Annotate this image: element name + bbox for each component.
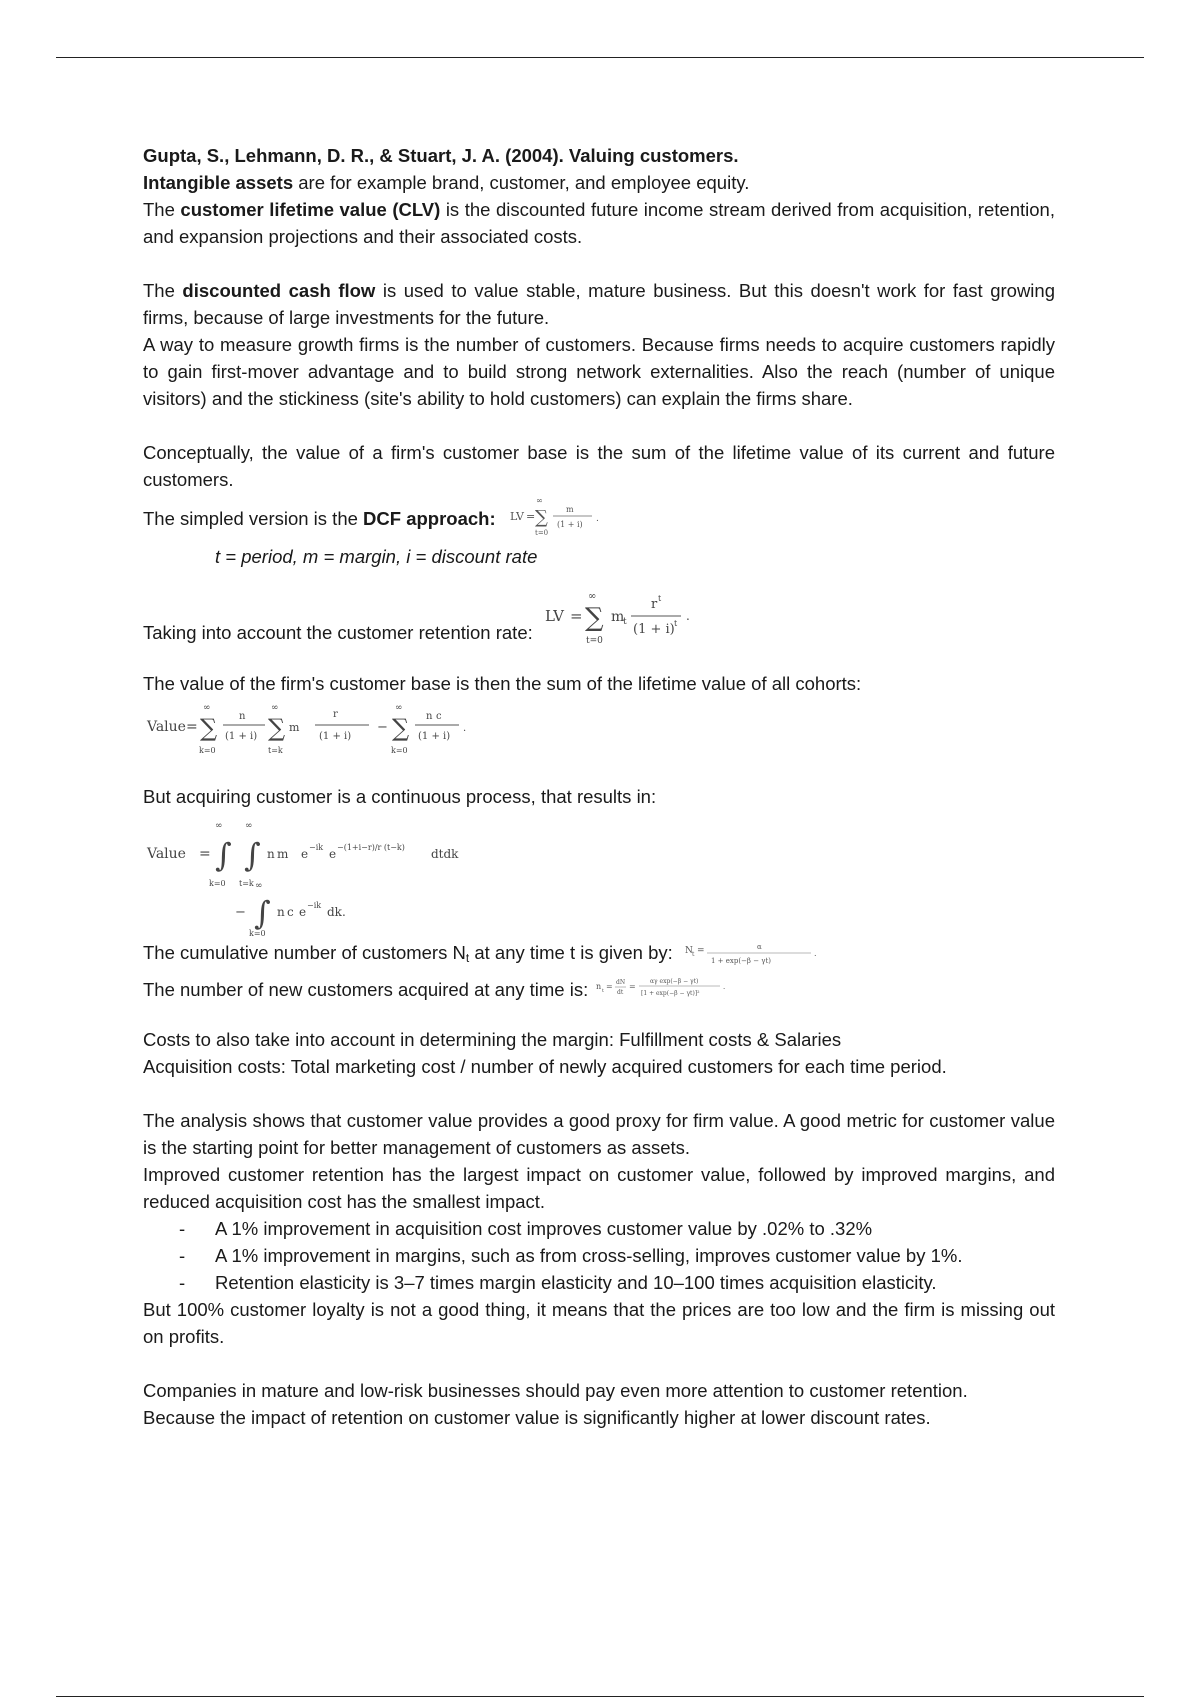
- svg-text:k=0: k=0: [391, 746, 408, 755]
- loyalty-paragraph: But 100% customer loyalty is not a good thing, it means that the prices are too low and the firm is missing out on profits.: [143, 1299, 1055, 1347]
- list-item: - A 1% improvement in acquisition cost improves customer value by .02% to .32%: [215, 1215, 1055, 1242]
- svg-text:−ik: −ik: [309, 843, 324, 852]
- header-rule: [56, 57, 1144, 58]
- reference-heading: Gupta, S., Lehmann, D. R., & Stuart, J. A. (2004). Valuing customers.: [143, 145, 739, 166]
- svg-text:∑: ∑: [200, 714, 218, 742]
- svg-text:t=0: t=0: [534, 529, 548, 537]
- clv-definition: The customer lifetime value (CLV) is the discounted future income stream derived from acquisition, retention, and expansion projections and their associated costs.: [143, 199, 1055, 247]
- svg-text:.: .: [723, 983, 726, 991]
- svg-text:c: c: [287, 905, 294, 919]
- svg-text:m: m: [565, 505, 574, 514]
- svg-text:(1 + i): (1 + i): [418, 731, 451, 742]
- svg-text:∞: ∞: [535, 496, 543, 505]
- svg-text:(1 + i): (1 + i): [225, 731, 258, 742]
- svg-text:t: t: [673, 619, 677, 628]
- svg-text:1 + exp(−β − γt): 1 + exp(−β − γt): [710, 957, 771, 965]
- svg-text:∫: ∫: [244, 836, 261, 874]
- svg-text:r: r: [333, 709, 338, 720]
- continuous-paragraph: But acquiring customer is a continuous process, that results in:: [143, 786, 657, 807]
- svg-text:∑: ∑: [268, 714, 286, 742]
- svg-text:∞: ∞: [271, 703, 279, 713]
- svg-text:∞: ∞: [255, 881, 263, 891]
- retention-formula: [541, 588, 701, 650]
- closing-line-2: Because the impact of retention on customer value is significantly higher at lower discount rates.: [143, 1407, 931, 1428]
- continuous-value-formula: [143, 816, 483, 938]
- svg-text:t=k: t=k: [239, 879, 254, 888]
- svg-text:=: =: [629, 982, 636, 991]
- svg-text:n: n: [426, 711, 433, 722]
- proxy-paragraph: The analysis shows that customer value provides a good proxy for firm value. A good metric for customer value is the starting point for better management of customers as assets.: [143, 1110, 1055, 1158]
- svg-text:Value: Value: [147, 719, 186, 735]
- svg-text:N: N: [684, 946, 693, 956]
- svg-text:e: e: [301, 847, 309, 861]
- svg-text:=: =: [606, 982, 613, 991]
- svg-text:n: n: [277, 905, 285, 919]
- svg-text:−(1+i−r)/r (t−k): −(1+i−r)/r (t−k): [337, 843, 405, 852]
- svg-text:∫: ∫: [215, 836, 232, 874]
- svg-text:e: e: [299, 905, 307, 919]
- svg-text:∞: ∞: [587, 591, 597, 602]
- svg-text:(1 + i): (1 + i): [319, 731, 352, 742]
- svg-text:αγ exp(−β − γt): αγ exp(−β − γt): [650, 978, 699, 985]
- svg-text:=: =: [186, 719, 198, 735]
- svg-text:t: t: [622, 617, 627, 627]
- svg-text:k=0: k=0: [249, 929, 266, 938]
- cohorts-paragraph: The value of the firm's customer base is then the sum of the lifetime value of all cohorts:: [143, 673, 862, 694]
- cumulative-customers-line: The cumulative number of customers $N_t$ at any time t is given by: N t = α 1 + exp(−β − γt) .: [143, 938, 1055, 972]
- retention-impact-paragraph: Improved customer retention has the largest impact on customer value, followed by improved margins, and reduced acquisition cost has the smallest impact.: [143, 1164, 1055, 1212]
- svg-text:n: n: [267, 847, 275, 861]
- svg-text:LV: LV: [544, 607, 564, 625]
- svg-text:(1 + i): (1 + i): [556, 520, 583, 529]
- svg-text:k=0: k=0: [199, 746, 216, 755]
- svg-text:t=k: t=k: [268, 746, 283, 755]
- list-item: - A 1% improvement in margins, such as from cross-selling, improves customer value by 1%.: [215, 1242, 1055, 1269]
- svg-text:e: e: [329, 847, 337, 861]
- logistic-formula: [683, 940, 823, 970]
- dcf-paragraph: The discounted cash flow is used to value stable, mature business. But this doesn't work for fast growing firms, because of large investments for the future.: [143, 280, 1055, 328]
- svg-text:−: −: [235, 905, 246, 920]
- svg-text:∫: ∫: [254, 894, 271, 932]
- dcf-formula: [506, 495, 616, 541]
- svg-text:=: =: [569, 607, 583, 625]
- svg-text:r: r: [650, 597, 657, 612]
- svg-text:−ik: −ik: [307, 901, 322, 910]
- svg-text:=: =: [525, 510, 535, 523]
- svg-text:.: .: [813, 949, 817, 958]
- svg-text:.: .: [685, 609, 690, 623]
- svg-text:t: t: [602, 988, 605, 994]
- svg-text:k=0: k=0: [209, 879, 226, 888]
- svg-text:=: =: [696, 946, 705, 956]
- svg-text:c: c: [436, 711, 442, 722]
- svg-text:∞: ∞: [215, 821, 223, 831]
- svg-text:t: t: [691, 951, 695, 958]
- svg-text:m: m: [289, 721, 300, 734]
- svg-text:dN: dN: [616, 979, 626, 986]
- svg-text:dt: dt: [617, 989, 624, 996]
- svg-text:∞: ∞: [245, 821, 253, 831]
- cohort-value-formula: [143, 701, 503, 761]
- svg-text:∑: ∑: [392, 714, 410, 742]
- dcf-approach-line: The simpled version is the DCF approach: LV = ∞ ∑ t=0 m (1 + i) .: [143, 493, 1055, 543]
- intangible-assets-line: Intangible assets are for example brand, customer, and employee equity.: [143, 172, 750, 193]
- svg-text:dtdk: dtdk: [431, 847, 459, 861]
- svg-text:=: =: [199, 846, 211, 862]
- svg-text:.: .: [595, 514, 599, 524]
- svg-text:n: n: [239, 711, 246, 722]
- svg-text:∞: ∞: [203, 703, 211, 713]
- new-customers-formula: [594, 974, 734, 1004]
- svg-text:∑: ∑: [534, 507, 548, 528]
- svg-text:t=0: t=0: [585, 636, 603, 646]
- svg-text:m: m: [610, 609, 625, 625]
- svg-text:−: −: [377, 720, 388, 735]
- new-customers-line: The number of new customers acquired at any time is: n t = dN dt = αγ exp(−β − γt) [1 + exp(−β − γt)]² .: [143, 972, 1055, 1006]
- svg-text:∑: ∑: [584, 603, 604, 633]
- document-body: [143, 142, 1055, 1431]
- elasticity-list: [143, 1215, 1055, 1296]
- svg-text:Value: Value: [147, 846, 186, 862]
- svg-text:m: m: [277, 847, 289, 861]
- retention-line: Taking into account the customer retention rate: LV = ∞ ∑ t=0 m t r t (1 + i) t .: [143, 590, 1055, 650]
- dcf-variable-note: t = period, m = margin, i = discount rate: [215, 546, 538, 567]
- svg-text:n: n: [596, 982, 602, 991]
- acquisition-costs-line: Acquisition costs: Total marketing cost / number of newly acquired customers for each time period.: [143, 1056, 947, 1077]
- svg-text:[1 + exp(−β − γt)]²: [1 + exp(−β − γt)]²: [641, 990, 700, 997]
- list-item: - Retention elasticity is 3–7 times margin elasticity and 10–100 times acquisition elasticity.: [215, 1269, 1055, 1296]
- svg-text:LV: LV: [509, 510, 524, 523]
- svg-text:t: t: [657, 594, 661, 603]
- concept-paragraph: Conceptually, the value of a firm's customer base is the sum of the lifetime value of its current and future customers.: [143, 442, 1055, 490]
- svg-text:.: .: [463, 723, 467, 734]
- margin-costs-line: Costs to also take into account in determining the margin: Fulfillment costs & Salaries: [143, 1029, 842, 1050]
- growth-paragraph: A way to measure growth firms is the number of customers. Because firms needs to acquire customers rapidly to gain first-mover advantage and to build strong network externalities. Also the reach (number of unique visitors) and the stickiness (site's ability to hold customers) can explain the firms share.: [143, 334, 1055, 409]
- footer-rule: [56, 1696, 1144, 1697]
- svg-text:α: α: [756, 943, 762, 951]
- svg-text:(1 + i): (1 + i): [632, 622, 675, 637]
- svg-text:dk.: dk.: [327, 905, 346, 919]
- svg-text:∞: ∞: [395, 703, 403, 713]
- closing-line-1: Companies in mature and low-risk businesses should pay even more attention to customer retention.: [143, 1380, 968, 1401]
